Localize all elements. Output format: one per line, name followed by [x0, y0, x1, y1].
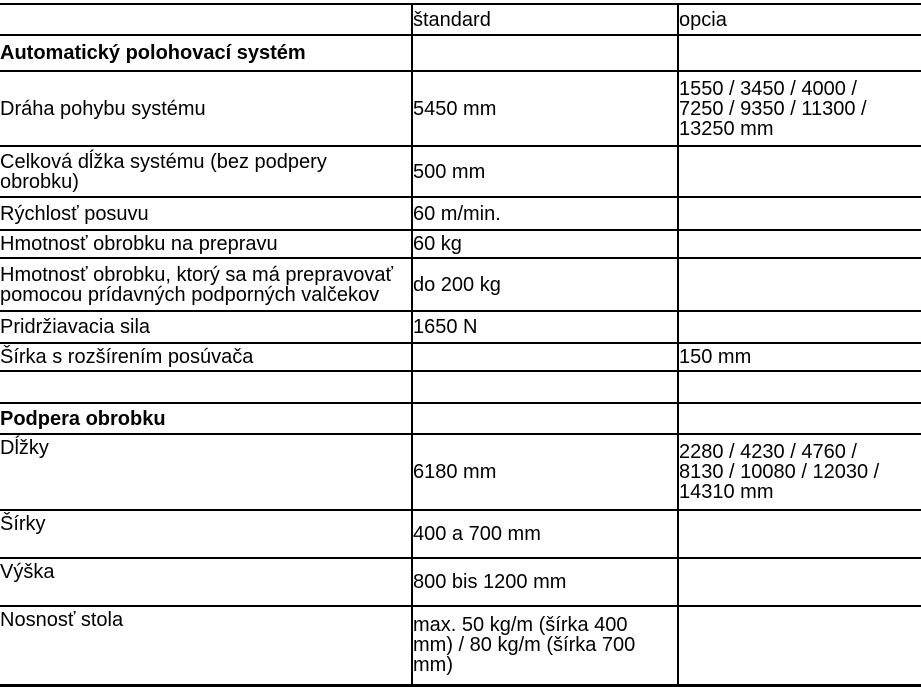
- section-row-podpera-obrobku: [0, 403, 921, 434]
- opcia-value: 150 mm: [678, 343, 921, 371]
- opcia-value: [678, 606, 921, 685]
- row-draha-pohybu-systemu: [0, 71, 921, 146]
- standard-value: 800 bis 1200 mm: [412, 558, 678, 606]
- standard-value-line: mm): [413, 654, 453, 677]
- section-title: Automatický polohovací systém: [0, 42, 306, 64]
- opcia-value: [678, 258, 921, 311]
- standard-value: do 200 kg: [412, 258, 678, 311]
- standard-value: [412, 606, 678, 685]
- section-title: Podpera obrobku: [0, 407, 166, 430]
- spec-label-line: Hmotnosť obrobku, ktorý sa má prepravovať: [0, 263, 393, 286]
- spec-label: Dráha pohybu systému: [0, 97, 206, 120]
- spec-label-line: pomocou prídavných podporných valčekov: [0, 283, 380, 306]
- opcia-value: [678, 510, 921, 558]
- opcia-value-line: 1550 / 3450 / 4000 /: [679, 77, 857, 100]
- opcia-value-line: 2280 / 4230 / 4760 /: [679, 441, 857, 463]
- opcia-value: [678, 197, 921, 230]
- spec-label-line: obrobku): [0, 170, 79, 193]
- row-sirka-s-rozsirenim-posuvaca: [0, 343, 921, 371]
- header-row: [0, 4, 921, 35]
- opcia-value: [678, 311, 921, 343]
- row-sirky: [0, 510, 921, 558]
- opcia-value: [678, 71, 921, 146]
- col-header-blank: [0, 4, 412, 35]
- row-vyska: [0, 558, 921, 606]
- col-header-standard: štandard: [412, 4, 678, 35]
- spec-label: Šírka s rozšírením posúvača: [0, 346, 254, 368]
- opcia-value: [678, 558, 921, 606]
- standard-value: [412, 35, 678, 71]
- row-rychlost-posuvu: [0, 197, 921, 230]
- standard-value: 400 a 700 mm: [412, 510, 678, 558]
- opcia-value: [678, 434, 921, 510]
- opcia-value: [678, 35, 921, 71]
- spec-label: Rýchlosť posuvu: [0, 202, 149, 225]
- row-pridrziavacia-sila: [0, 311, 921, 343]
- spec-label: Výška: [0, 561, 55, 583]
- spec-label-line: Celková dĺžka systému (bez podpery: [0, 150, 327, 173]
- spacer-cell: [678, 371, 921, 403]
- spacer-cell: [412, 371, 678, 403]
- spec-label: [0, 146, 412, 197]
- row-hmotnost-obrobku-valceky: [0, 258, 921, 311]
- standard-value: [412, 403, 678, 434]
- standard-value: 1650 N: [412, 311, 678, 343]
- spacer-cell: [0, 371, 412, 403]
- spacer-row: [0, 371, 921, 403]
- opcia-value: [678, 146, 921, 197]
- opcia-value-line: 13250 mm: [679, 117, 774, 140]
- standard-value: 500 mm: [412, 146, 678, 197]
- opcia-value-line: 14310 mm: [679, 481, 774, 503]
- standard-value: 60 kg: [412, 230, 678, 258]
- spec-table: [0, 3, 921, 687]
- opcia-value-line: 7250 / 9350 / 11300 /: [679, 97, 867, 120]
- opcia-value-line: 8130 / 10080 / 12030 /: [679, 461, 880, 483]
- standard-value: 6180 mm: [412, 434, 678, 510]
- spec-label: Pridržiavacia sila: [0, 316, 151, 338]
- spec-label: Hmotnosť obrobku na prepravu: [0, 233, 278, 255]
- opcia-value: [678, 230, 921, 258]
- row-nosnost-stola: [0, 606, 921, 685]
- standard-value: 60 m/min.: [412, 197, 678, 230]
- row-dlzky: [0, 434, 921, 510]
- standard-value-line: mm) / 80 kg/m (šírka 700: [413, 634, 636, 657]
- standard-value: 5450 mm: [412, 71, 678, 146]
- section-row-automaticky-polohovaci-system: [0, 35, 921, 71]
- spec-label: [0, 258, 412, 311]
- spec-label: Dĺžky: [0, 437, 49, 459]
- opcia-value: [678, 403, 921, 434]
- row-celkova-dlzka-systemu: [0, 146, 921, 197]
- standard-value-line: max. 50 kg/m (šírka 400: [413, 614, 628, 637]
- row-hmotnost-obrobku-na-prepravu: [0, 230, 921, 258]
- col-header-opcia: opcia: [678, 4, 921, 35]
- spec-label: Nosnosť stola: [0, 609, 124, 631]
- spec-label: Šírky: [0, 513, 46, 535]
- standard-value: [412, 343, 678, 371]
